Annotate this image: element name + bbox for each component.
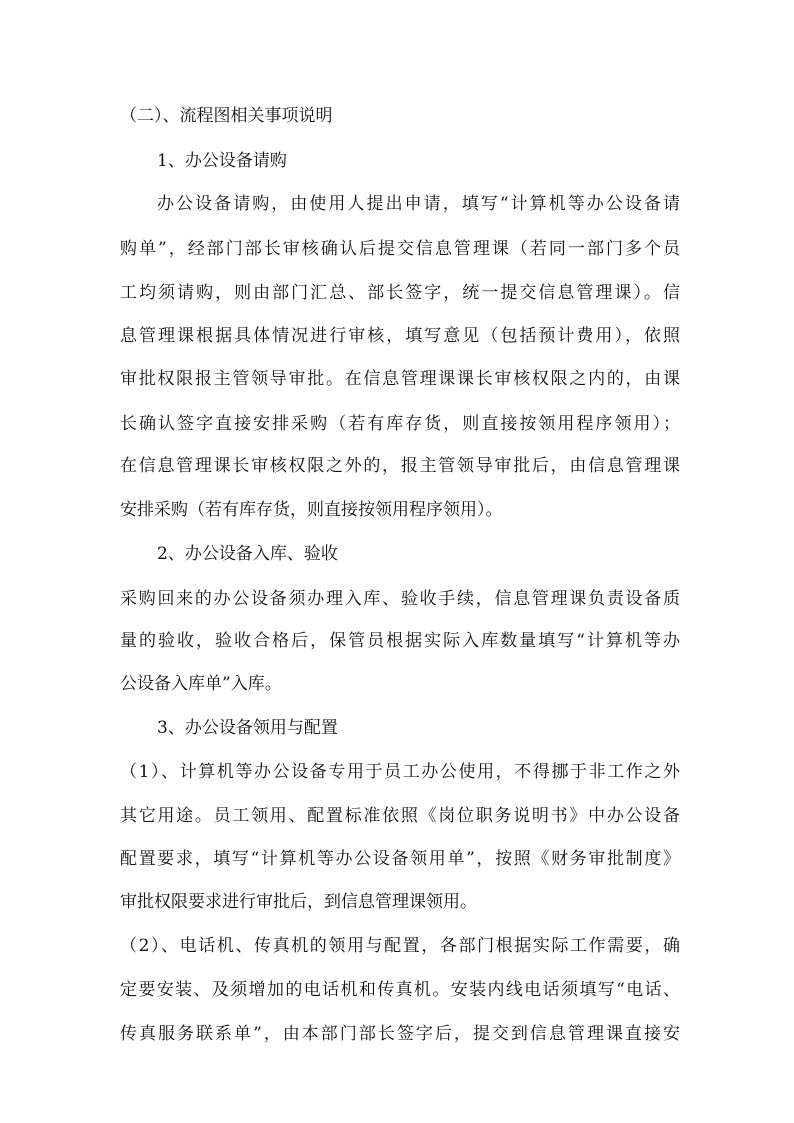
- paragraph-line: 在信息管理课长审核权限之外的，报主管领导审批后，由信息管理课: [120, 456, 680, 476]
- paragraph-line: 办公设备请购，由使用人提出申请，填写“计算机等办公设备请: [157, 194, 680, 214]
- paragraph-line: 量的验收，验收合格后，保管员根据实际入库数量填写“计算机等办: [120, 631, 680, 651]
- item-heading-3: 3、办公设备领用与配置: [157, 718, 338, 738]
- paragraph-line: 长确认签字直接安排采购（若有库存货，则直接按领用程序领用）；: [120, 414, 680, 434]
- paragraph-line: 公设备入库单”入库。: [120, 674, 282, 694]
- paragraph-line: （1）、计算机等办公设备专用于员工办公使用，不得挪于非工作之外: [120, 762, 680, 782]
- paragraph-line: 传真服务联系单”，由本部门部长签字后，提交到信息管理课直接安: [120, 1024, 680, 1044]
- paragraph-line: 采购回来的办公设备须办理入库、验收手续，信息管理课负责设备质: [120, 589, 680, 609]
- paragraph-line: 定要安装、及须增加的电话机和传真机。安装内线电话须填写“电话、: [120, 980, 680, 1000]
- paragraph-line: 配置要求，填写“计算机等办公设备领用单”，按照《财务审批制度》: [120, 849, 680, 869]
- paragraph-line: （2）、电话机、传真机的领用与配置，各部门根据实际工作需要，确: [120, 936, 680, 956]
- paragraph-line: 息管理课根据具体情况进行审核，填写意见（包括预计费用），依照: [120, 326, 680, 346]
- paragraph-line: 工均须请购，则由部门汇总、部长签字，统一提交信息管理课）。信: [120, 283, 680, 303]
- item-heading-2: 2、办公设备入库、验收: [157, 544, 338, 564]
- paragraph-line: 其它用途。员工领用、配置标准依照《岗位职务说明书》中办公设备: [120, 806, 680, 826]
- paragraph-line: 审批权限报主管领导审批。在信息管理课课长审核权限之内的，由课: [120, 369, 680, 389]
- paragraph-line: 购单”，经部门部长审核确认后提交信息管理课（若同一部门多个员: [120, 239, 680, 259]
- paragraph-line: 审批权限要求进行审批后，到信息管理课领用。: [120, 892, 477, 912]
- section-heading: （二）、流程图相关事项说明: [120, 106, 333, 126]
- paragraph-line: 安排采购（若有库存货，则直接按领用程序领用）。: [120, 500, 503, 520]
- item-heading-1: 1、办公设备请购: [157, 151, 287, 171]
